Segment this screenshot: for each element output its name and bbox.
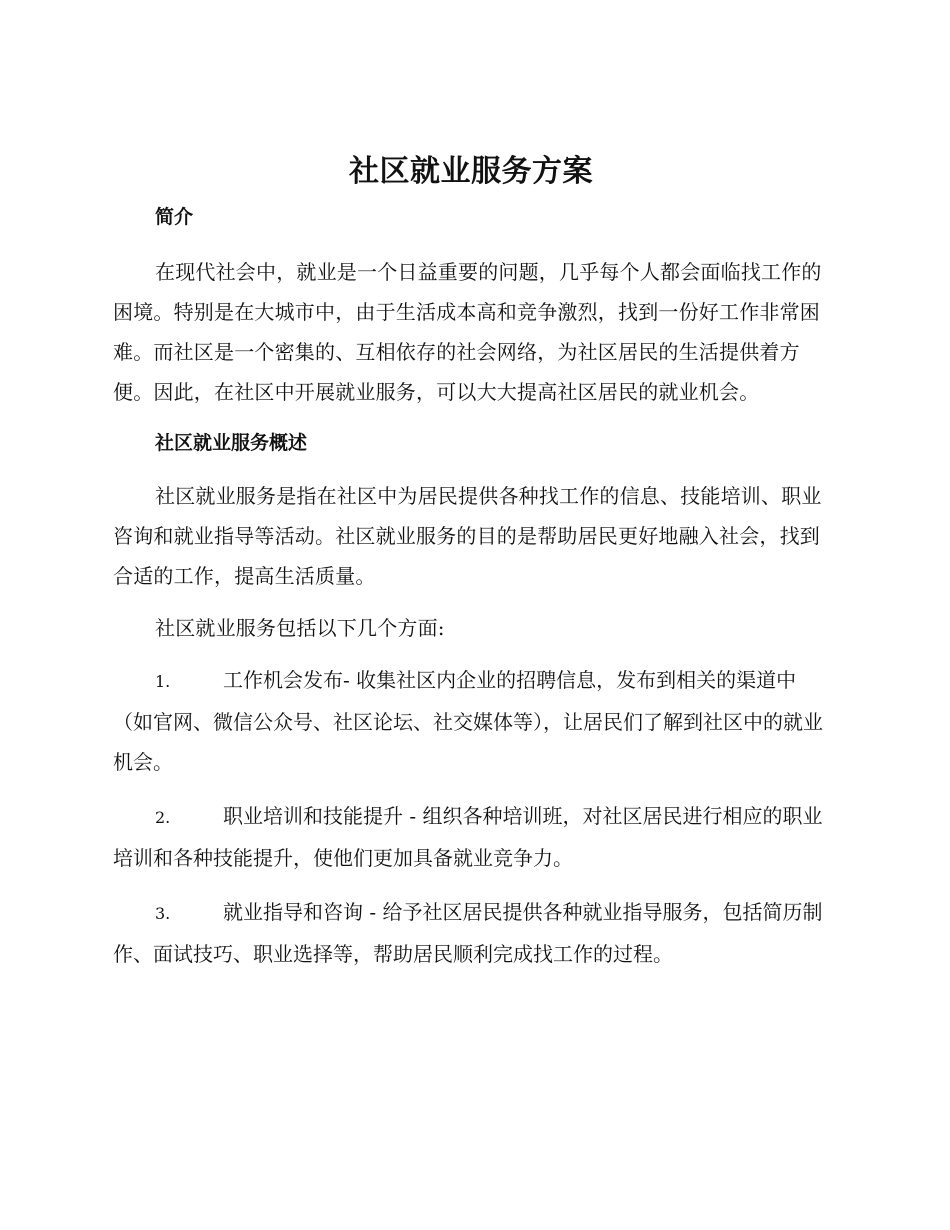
- list-item-text: 职业培训和技能提升 - 组织各种培训班，对社区居民进行相应的职业培训和各种技能提升，使他们更加具备就业竞争力。: [113, 804, 823, 870]
- section-heading-intro: 简介: [155, 206, 194, 228]
- list-item: [113, 892, 829, 974]
- document-page: [113, 148, 829, 974]
- list-item-number: 1.: [155, 672, 171, 691]
- service-list: [113, 660, 829, 974]
- document-title: 社区就业服务方案: [349, 154, 593, 189]
- intro-paragraph: 在现代社会中，就业是一个日益重要的问题，几乎每个人都会面临找工作的困境。特别是在大城市中，由于生活成本高和竞争激烈，找到一份好工作非常困难。而社区是一个密集的、互相依存的社会网络，为社区居民的生活提供着方便。因此，在社区中开展就业服务，可以大大提高社区居民的就业机会。: [113, 260, 822, 404]
- overview-list-intro: 社区就业服务包括以下几个方面:: [155, 616, 445, 640]
- overview-paragraph: 社区就业服务是指在社区中为居民提供各种找工作的信息、技能培训、职业咨询和就业指导等活动。社区就业服务的目的是帮助居民更好地融入社会，找到合适的工作，提高生活质量。: [113, 484, 822, 588]
- list-item-text: 就业指导和咨询 - 给予社区居民提供各种就业指导服务，包括简历制作、面试技巧、职业选择等，帮助居民顺利完成找工作的过程。: [113, 900, 823, 966]
- list-item: [113, 796, 829, 878]
- list-item-number: 2.: [155, 808, 171, 827]
- list-item-text: 工作机会发布- 收集社区内企业的招聘信息，发布到相关的渠道中（如官网、微信公众号、社区论坛、社交媒体等），让居民们了解到社区中的就业机会。: [113, 668, 823, 774]
- list-item: [113, 660, 829, 782]
- list-item-number: 3.: [155, 904, 171, 923]
- section-heading-overview: 社区就业服务概述: [155, 432, 308, 454]
